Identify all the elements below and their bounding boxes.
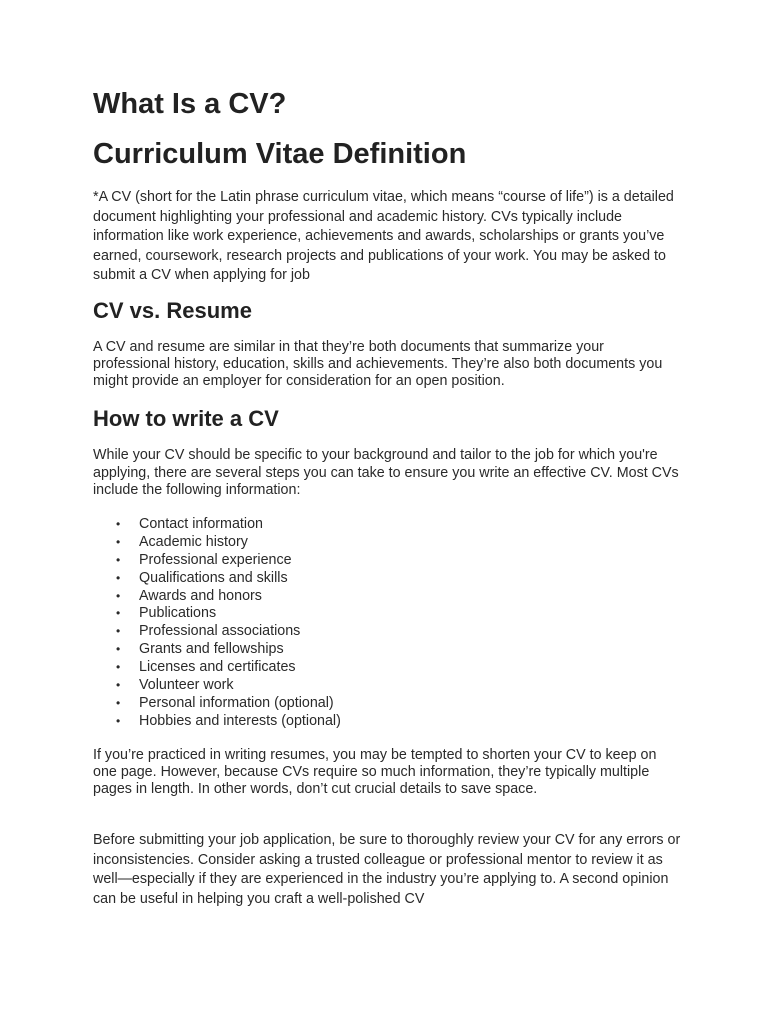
section-heading-how-to-write: How to write a CV — [93, 406, 279, 431]
cv-contents-list — [116, 516, 341, 731]
list-item-label: Awards and honors — [139, 587, 262, 604]
bullet-icon: • — [116, 695, 121, 710]
bullet-icon: • — [116, 552, 121, 567]
list-item — [116, 588, 341, 606]
list-item-label: Contact information — [139, 516, 263, 532]
list-item — [116, 534, 341, 552]
bullet-icon: • — [116, 624, 121, 639]
list-item-label: Publications — [139, 605, 217, 622]
bullet-icon: • — [116, 660, 121, 675]
bullet-icon: • — [116, 606, 121, 621]
cv-vs-resume-paragraph: A CV and resume are similar in that they’re both documents that summarize your professional history, education, skills and achievements. They’re also both documents you might provide an employer for consideration for an open position. — [93, 339, 663, 389]
bullet-icon: • — [116, 534, 121, 549]
list-item-label: Volunteer work — [139, 677, 234, 694]
list-item-label: Professional associations — [139, 623, 301, 640]
list-item-label: Licenses and certificates — [139, 659, 296, 676]
bullet-icon: • — [116, 678, 121, 693]
list-item — [116, 516, 341, 534]
list-item — [116, 695, 341, 713]
how-to-write-paragraph: While your CV should be specific to your background and tailor to the job for which you're applying, there are several steps you can take to ensure you write an effective CV. Most CVs include the following information: — [93, 447, 679, 498]
list-item-label: Hobbies and interests (optional) — [139, 712, 341, 729]
bullet-icon: • — [116, 570, 121, 585]
bullet-icon: • — [116, 517, 121, 531]
list-item — [116, 641, 341, 659]
list-item — [116, 659, 341, 677]
before-submitting-paragraph: Before submitting your job application, be sure to thoroughly review your CV for any errors or inconsistencies. Consider asking a trusted colleague or professional mentor to review it as well—especially if they are experienced in the industry you’re applying to. A second opinion can be useful in helping you craft a well-polished CV — [93, 832, 681, 907]
list-item-label: Grants and fellowships — [139, 641, 284, 658]
bullet-icon: • — [116, 713, 121, 728]
section-heading-cv-vs-resume: CV vs. Resume — [93, 298, 252, 323]
intro-paragraph: *A CV (short for the Latin phrase curriculum vitae, which means “course of life”) is a detailed document highlighting your professional and academic history. CVs typically include information like work experience, achievements and awards, scholarships or grants you’ve earned, coursework, research projects and publications of your work. You may be asked to submit a CV when applying for job — [93, 189, 674, 284]
list-item — [116, 677, 341, 695]
list-item-label: Academic history — [139, 533, 248, 550]
list-item-label: Qualifications and skills — [139, 569, 288, 586]
list-item — [116, 623, 341, 641]
list-item — [116, 552, 341, 570]
bullet-icon: • — [116, 588, 121, 603]
list-item-label: Professional experience — [139, 551, 292, 568]
page-subtitle: Curriculum Vitae Definition — [93, 138, 467, 170]
list-item — [116, 605, 341, 623]
list-item — [116, 713, 341, 731]
practiced-paragraph: If you’re practiced in writing resumes, you may be tempted to shorten your CV to keep on one page. However, because CVs require so much information, they’re typically multiple pages in length. In other words, don’t cut crucial details to save space. — [93, 747, 657, 797]
list-item-label: Personal information (optional) — [139, 694, 334, 711]
list-item — [116, 570, 341, 588]
page-title: What Is a CV? — [93, 88, 287, 120]
bullet-icon: • — [116, 642, 121, 657]
